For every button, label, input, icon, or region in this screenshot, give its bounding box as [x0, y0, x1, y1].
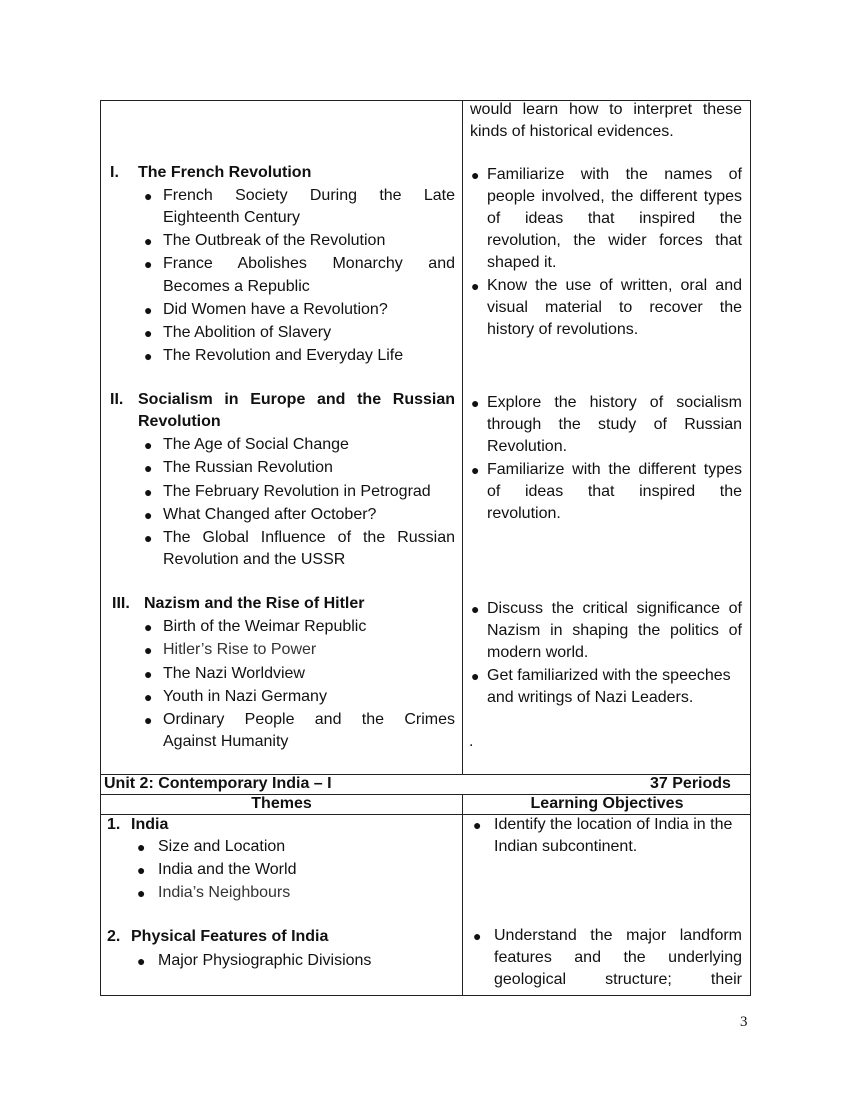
list-item: French Society During the Late — [163, 187, 455, 204]
objective-line: Explore the history of socialism — [487, 394, 742, 411]
bullet-icon: ● — [137, 862, 146, 878]
bullet-icon: ● — [473, 928, 482, 944]
bullet-icon: ● — [144, 325, 153, 341]
objective-line: Know the use of written, oral and — [487, 277, 742, 294]
list-item: The Revolution and Everyday Life — [163, 347, 404, 364]
objective-line: geological structure; their — [494, 971, 742, 988]
list-item: Ordinary People and the Crimes — [163, 711, 455, 728]
list-item: The Nazi Worldview — [163, 665, 305, 682]
sec1-title: The French Revolution — [138, 164, 312, 181]
bullet-icon: ● — [144, 302, 153, 318]
objective-line: revolution, the wider forces that — [487, 232, 742, 249]
bullet-icon: ● — [144, 619, 153, 635]
bullet-icon: ● — [473, 817, 482, 833]
sec2-title: Socialism in Europe and the Russian — [138, 391, 455, 408]
bullet-icon: ● — [144, 256, 153, 272]
objective-line: visual material to recover the — [487, 299, 742, 316]
column-header-objectives: Learning Objectives — [530, 795, 684, 812]
unit2-title: Unit 2: Contemporary India – I — [104, 775, 332, 792]
carryover-line-1: would learn how to interpret these — [470, 101, 742, 118]
list-item: Youth in Nazi Germany — [163, 688, 327, 705]
objective-line: Discuss the critical significance of — [487, 600, 742, 617]
bullet-icon: ● — [471, 601, 480, 617]
bullet-icon: ● — [144, 530, 153, 546]
objective-line: Indian subcontinent. — [494, 838, 638, 855]
list-item-continuation: Against Humanity — [163, 733, 289, 750]
objective-line: and writings of Nazi Leaders. — [487, 689, 694, 706]
objective-line: through the study of Russian — [487, 416, 742, 433]
list-item-continuation: Revolution and the USSR — [163, 551, 346, 568]
page-number: 3 — [740, 1014, 748, 1030]
physical-number: 2. — [107, 928, 121, 945]
india-title: India — [131, 816, 169, 833]
carryover-line-2: kinds of historical evidences. — [470, 123, 674, 140]
bullet-icon: ● — [137, 885, 146, 901]
bullet-icon: ● — [144, 233, 153, 249]
bullet-icon: ● — [144, 507, 153, 523]
objective-line: of ideas that inspired the — [487, 483, 742, 500]
list-item: The Age of Social Change — [163, 436, 349, 453]
bullet-icon: ● — [144, 484, 153, 500]
objective-line: Identify the location of India in the — [494, 816, 733, 833]
sec2-title-continuation: Revolution — [138, 413, 221, 430]
bullet-icon: ● — [144, 712, 153, 728]
bullet-icon: ● — [471, 668, 480, 684]
upper-column-divider — [462, 100, 463, 775]
list-item: The Russian Revolution — [163, 459, 333, 476]
objective-line: Revolution. — [487, 438, 568, 455]
list-item: France Abolishes Monarchy and — [163, 255, 455, 272]
list-item: India’s Neighbours — [158, 884, 291, 901]
list-item: Hitler’s Rise to Power — [163, 641, 317, 658]
objective-line: Understand the major landform — [494, 927, 742, 944]
list-item: Did Women have a Revolution? — [163, 301, 388, 318]
list-item: What Changed after October? — [163, 506, 377, 523]
objective-line: features and the underlying — [494, 949, 742, 966]
lower-column-divider — [462, 794, 463, 996]
list-item: Birth of the Weimar Republic — [163, 618, 367, 635]
sec1-number: I. — [110, 164, 119, 181]
list-item: The Global Influence of the Russian — [163, 529, 455, 546]
list-item: Size and Location — [158, 838, 286, 855]
bullet-icon: ● — [471, 278, 480, 294]
trailing-dot: . — [469, 733, 474, 750]
unit2-periods: 37 Periods — [650, 775, 731, 792]
bullet-icon: ● — [471, 395, 480, 411]
objective-line: of ideas that inspired the — [487, 210, 742, 227]
list-item-continuation: Eighteenth Century — [163, 209, 300, 226]
objective-line: Get familiarized with the speeches — [487, 667, 731, 684]
objective-line: people involved, the different types — [487, 188, 742, 205]
bullet-icon: ● — [144, 348, 153, 364]
bullet-icon: ● — [471, 462, 480, 478]
list-item: The Abolition of Slavery — [163, 324, 332, 341]
list-item: India and the World — [158, 861, 297, 878]
sec2-number: II. — [110, 391, 124, 408]
india-number: 1. — [107, 816, 121, 833]
objective-line: Familiarize with the names of — [487, 166, 742, 183]
sec3-title: Nazism and the Rise of Hitler — [144, 595, 365, 612]
column-header-themes: Themes — [251, 795, 312, 812]
bullet-icon: ● — [144, 188, 153, 204]
bullet-icon: ● — [144, 689, 153, 705]
sec3-number: III. — [112, 595, 130, 612]
objective-line: Familiarize with the different types — [487, 461, 742, 478]
bullet-icon: ● — [144, 437, 153, 453]
objective-line: revolution. — [487, 505, 561, 522]
list-item: Major Physiographic Divisions — [158, 952, 372, 969]
bullet-icon: ● — [137, 953, 146, 969]
bullet-icon: ● — [471, 167, 480, 183]
list-item-continuation: Becomes a Republic — [163, 278, 310, 295]
bullet-icon: ● — [144, 460, 153, 476]
bullet-icon: ● — [144, 642, 153, 658]
bullet-icon: ● — [144, 666, 153, 682]
list-item: The February Revolution in Petrograd — [163, 483, 431, 500]
objective-line: modern world. — [487, 644, 589, 661]
objective-line: shaped it. — [487, 254, 557, 271]
physical-title: Physical Features of India — [131, 928, 329, 945]
bullet-icon: ● — [137, 839, 146, 855]
objective-line: history of revolutions. — [487, 321, 639, 338]
list-item: The Outbreak of the Revolution — [163, 232, 386, 249]
objective-line: Nazism in shaping the politics of — [487, 622, 742, 639]
